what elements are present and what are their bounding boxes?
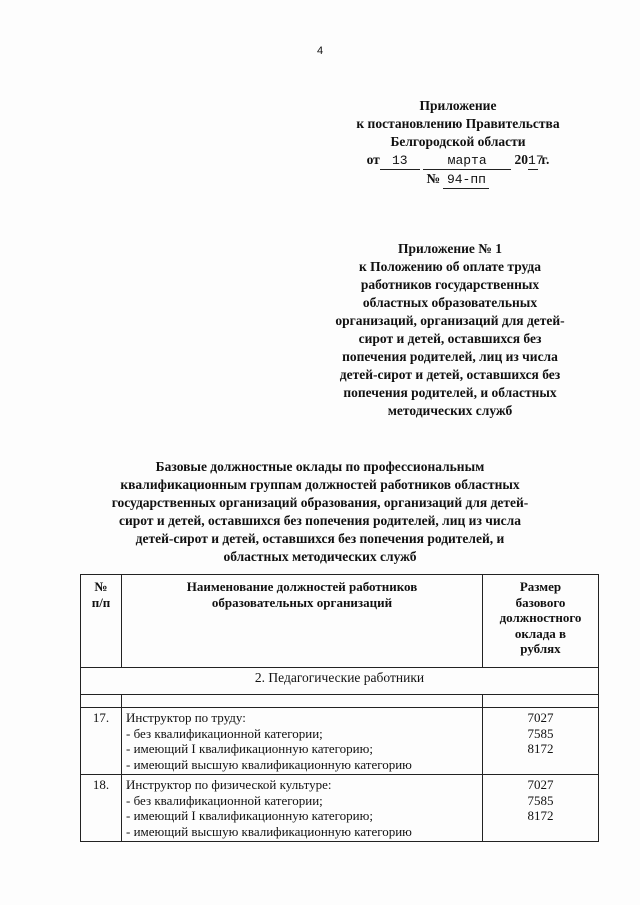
header-text: № xyxy=(94,579,108,594)
position-title: Инструктор по труду: xyxy=(126,710,246,725)
table-row xyxy=(81,708,599,775)
category-item: - имеющий I квалификационную категорию; xyxy=(126,741,373,756)
appendix1-line: сирот и детей, оставшихся без xyxy=(358,331,542,346)
row-number: 17. xyxy=(81,708,122,775)
row-values-cell xyxy=(483,708,599,775)
appendix-1-header xyxy=(300,240,600,420)
header-size-cell xyxy=(483,575,599,668)
category-item: - без квалификационной категории; xyxy=(126,725,323,741)
category-item: - имеющий высшую квалификационную категорию xyxy=(126,823,412,839)
appendix1-line: детей-сирот и детей, оставшихся без xyxy=(339,367,561,382)
date-day: 13 xyxy=(380,153,420,170)
appendix1-line: попечения родителей, лиц из числа xyxy=(342,349,558,364)
row-name-cell xyxy=(122,775,483,842)
decree-number-line xyxy=(318,170,598,189)
appendix1-line: к Положению об оплате труда xyxy=(358,259,542,274)
table-spacer-row xyxy=(81,695,599,708)
appendix1-line: работников государственных xyxy=(360,277,540,292)
appendix1-line: попечения родителей, и областных xyxy=(343,385,557,400)
date-year-suffix: 17 xyxy=(528,153,544,168)
appendix1-line: областных образовательных xyxy=(362,295,538,310)
header-text: Размер xyxy=(519,579,562,594)
salary-value: 7585 xyxy=(527,792,554,808)
title-line: государственных организаций образования, организаций для детей- xyxy=(111,495,529,510)
date-suffix: г. xyxy=(541,152,550,167)
salary-value: 7027 xyxy=(527,777,554,792)
appendix1-line: организаций, организаций для детей- xyxy=(335,313,565,328)
date-prefix: от xyxy=(366,152,380,167)
decree-number: 94-пп xyxy=(443,172,489,189)
category-item: - имеющий I квалификационную категорию; xyxy=(126,808,373,823)
page-number: 4 xyxy=(316,45,324,57)
header-text: базового xyxy=(515,594,566,610)
spacer-cell xyxy=(483,695,599,708)
header-number-cell xyxy=(81,575,122,668)
section-title: 2. Педагогические работники xyxy=(81,668,599,695)
appendix-line: Белгородской области xyxy=(390,134,526,149)
number-prefix: № xyxy=(426,171,441,186)
date-year-prefix: 20 xyxy=(514,152,529,167)
header-name-cell xyxy=(122,575,483,668)
spacer-cell xyxy=(81,695,122,708)
header-text: должностного xyxy=(499,610,582,625)
appendix1-line: методических служб xyxy=(387,403,513,418)
category-item: - имеющий высшую квалификационную категорию xyxy=(126,756,412,772)
header-text: п/п xyxy=(91,594,111,610)
title-line: областных методических служб xyxy=(223,549,417,564)
header-text: оклада в xyxy=(514,625,567,641)
date-month: марта xyxy=(423,153,511,170)
document-title xyxy=(80,458,560,566)
table-row xyxy=(81,775,599,842)
table-header-row xyxy=(81,575,599,668)
title-line: сирот и детей, оставшихся без попечения родителей, лиц из числа xyxy=(119,513,521,528)
position-title: Инструктор по физической культуре: xyxy=(126,777,332,792)
salary-table xyxy=(80,574,599,842)
salary-value: 7585 xyxy=(527,725,554,741)
salary-value: 8172 xyxy=(527,741,554,756)
appendix1-line: Приложение № 1 xyxy=(398,241,502,256)
title-line: Базовые должностные оклады по профессиональным xyxy=(155,459,485,474)
row-number: 18. xyxy=(81,775,122,842)
header-text: рублях xyxy=(520,641,561,656)
government-appendix-header xyxy=(318,97,598,189)
appendix-line: к постановлению Правительства xyxy=(356,116,560,131)
row-name-cell xyxy=(122,708,483,775)
salary-value: 8172 xyxy=(527,808,554,823)
header-text: образовательных организаций xyxy=(211,594,393,610)
header-text: Наименование должностей работников xyxy=(186,579,418,594)
title-line: квалификационным группам должностей работников областных xyxy=(120,477,520,492)
row-values-cell xyxy=(483,775,599,842)
table-section-row xyxy=(81,668,599,695)
salary-value: 7027 xyxy=(527,710,554,725)
spacer-cell xyxy=(122,695,483,708)
title-line: детей-сирот и детей, оставшихся без попечения родителей, и xyxy=(135,531,505,546)
category-item: - без квалификационной категории; xyxy=(126,792,323,808)
decree-date-line xyxy=(318,151,598,170)
appendix-title: Приложение xyxy=(419,98,497,113)
